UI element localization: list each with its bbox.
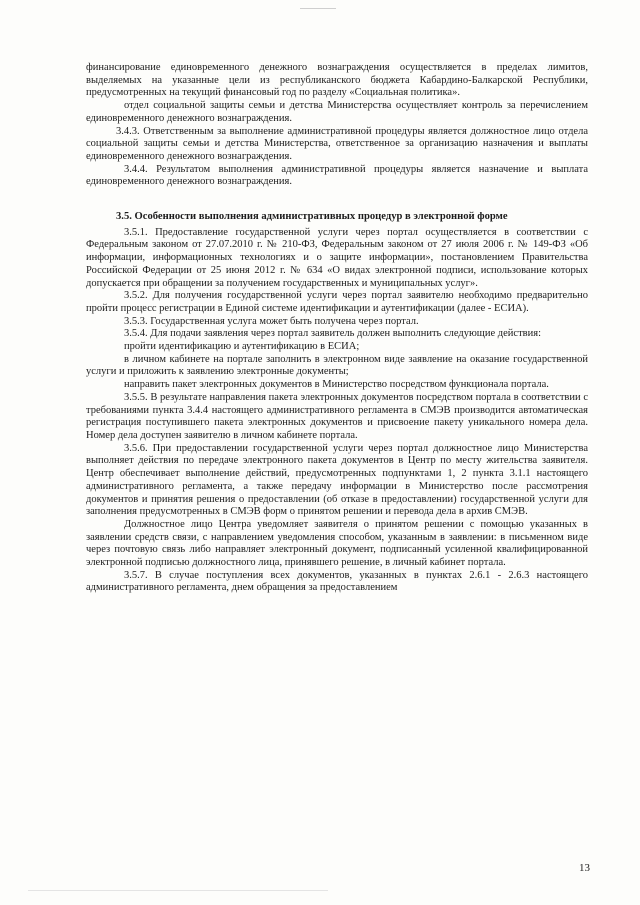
page-number: 13 <box>579 862 590 874</box>
list-item-send-package: направить пакет электронных документов в Министерство посредством функционала портала. <box>124 379 549 391</box>
scan-artifact <box>28 890 328 891</box>
list-item-identification: пройти идентификацию и аутентификацию в ЕСИА; <box>124 341 360 353</box>
document-page <box>86 62 588 595</box>
paragraph-center-notification: Должностное лицо Центра уведомляет заявителя о принятом решении с помощью указанных в заявлении средств связи, с направлением уведомления способом, указанным в заявлении: в письменном виде через почтовую связь либо направляет электронный документ, подписанный усиленной квалифицированной электронной подписью должностного лица, принявшего решение, в личный кабинет портала. <box>86 518 588 569</box>
paragraph-3-5-4: 3.5.4. Для подачи заявления через портал заявитель должен выполнить следующие действия: <box>124 328 541 340</box>
paragraph-3-5-1: 3.5.1. Предоставление государственной услуги через портал осуществляется в соответствии с Федеральным законом от 27.07.2010 г. № 210-ФЗ, Федеральным законом от 27 июля 2006 г. № 149-ФЗ «Об информации, информационных технологиях и о защите информации», постановлением Правительства Российской Федерации от 25 июня 2012 г. № 634 «О видах электронной подписи, использование которых допускается при обращении за получением государственных и муниципальных услуг». <box>86 226 588 289</box>
paragraph-3-5-3: 3.5.3. Государственная услуга может быть получена через портал. <box>124 315 419 327</box>
paragraph-3-5-6: 3.5.6. При предоставлении государственной услуги через портал должностное лицо Министерства выполняет действия по передаче электронного пакета документов в Центр по месту жительства заявителя. Центр обеспечивает выполнение действий, предусмотренных подпунктами 1, 2 пункта 3.1.1 настоящего административного регламента, а также передачу информации в Министерство после рассмотрения документов и принятия решения о предоставлении (об отказе в предоставлении) государственной услуги для заполнения предусмотренных в СМЭВ форм о принятом решении и перевода дела в архив СМЭВ. <box>86 442 588 518</box>
paragraph-funding: финансирование единовременного денежного вознаграждения осуществляется в пределах лимитов, выделяемых на указанные цели из республиканского бюджета Кабардино-Балкарской Республики, предусмотренных на текущий финансовый год по разделу «Социальная политика». <box>86 62 588 99</box>
paragraph-3-5-5: 3.5.5. В результате направления пакета электронных документов посредством портала в соответствии с требованиями пункта 3.4.4 настоящего административного регламента в СМЭВ производится автоматическая регистрация поступившего пакета электронных документов и присвоение пакету уникального номера дела. Номер дела доступен заявителю в личном кабинете портала. <box>86 391 588 441</box>
paragraph-3-4-3: 3.4.3. Ответственным за выполнение административной процедуры является должностное лицо отдела социальной защиты семьи и детства Министерства, ответственное за организацию назначения и выплаты единовременного денежного вознаграждения. <box>86 125 588 162</box>
paragraph-3-4-4: 3.4.4. Результатом выполнения административной процедуры является назначение и выплата единовременного денежного вознаграждения. <box>86 163 588 188</box>
section-heading-3-5: 3.5. Особенности выполнения административных процедур в электронной форме <box>116 211 508 223</box>
paragraph-control: отдел социальной защиты семьи и детства Министерства осуществляет контроль за перечислением единовременного денежного вознаграждения. <box>86 100 588 124</box>
paragraph-3-5-7: 3.5.7. В случае поступления всех документов, указанных в пунктах 2.6.1 - 2.6.3 настоящего административного регламента, днем обращения за предоставлением <box>86 569 588 594</box>
list-item-fill-application: в личном кабинете на портале заполнить в электронном виде заявление на оказание государственной услуги и приложить к заявлению электронные документы; <box>86 353 588 378</box>
scan-artifact <box>300 8 336 9</box>
paragraph-3-5-2: 3.5.2. Для получения государственной услуги через портал заявителю необходимо предварительно пройти процесс регистрации в Единой системе идентификации и аутентификации (далее - ЕСИА). <box>86 290 588 314</box>
